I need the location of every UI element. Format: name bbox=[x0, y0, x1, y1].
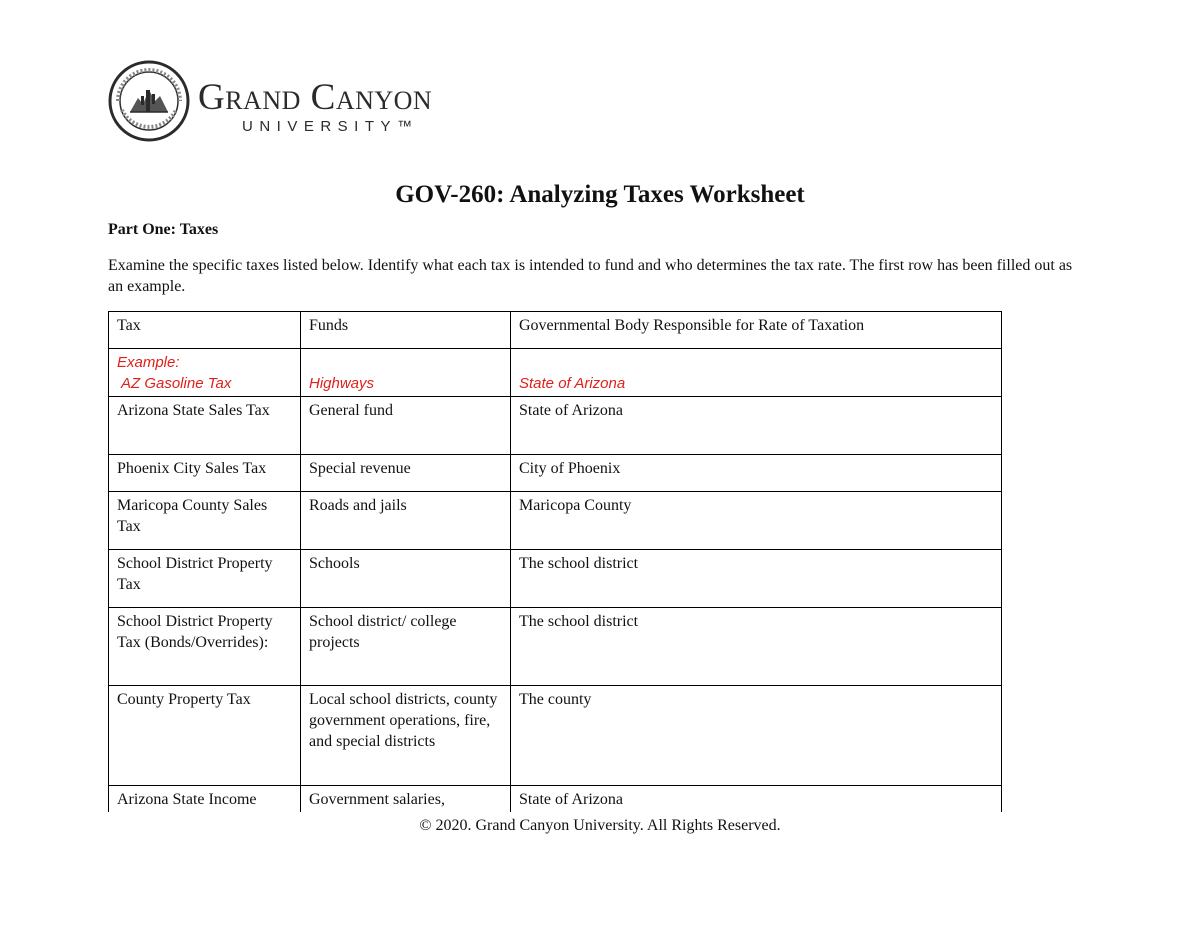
university-seal-icon bbox=[108, 60, 190, 142]
example-label: Example: bbox=[117, 354, 180, 371]
instructions-text: Examine the specific taxes listed below. Identify what each tax is intended to fund and who determines the tax rate. The first row has been filled out as an example. bbox=[108, 257, 1073, 295]
table-row bbox=[109, 686, 1002, 786]
logo-wordmark-university: UNIVERSITY™ bbox=[242, 118, 419, 135]
copyright-footer: © 2020. Grand Canyon University. All Rights Reserved. bbox=[419, 817, 781, 834]
example-tax: AZ Gasoline Tax bbox=[121, 375, 232, 392]
body-cell: The school district bbox=[511, 550, 1002, 608]
funds-cell: General fund bbox=[301, 397, 511, 455]
table-row bbox=[109, 550, 1002, 608]
body-cell: City of Phoenix bbox=[511, 455, 1002, 492]
funds-cell: Special revenue bbox=[301, 455, 511, 492]
funds-cell: Schools bbox=[301, 550, 511, 608]
tax-cell: Maricopa County Sales Tax bbox=[109, 492, 301, 550]
table-row bbox=[109, 608, 1002, 686]
section-heading: Part One: Taxes bbox=[108, 221, 219, 238]
header-cell-funds: Funds bbox=[301, 312, 511, 349]
tax-cell: School District Property Tax (Bonds/Overrides): bbox=[109, 608, 301, 686]
header-cell-body: Governmental Body Responsible for Rate of Taxation bbox=[511, 312, 1002, 349]
table-row bbox=[109, 786, 1002, 813]
example-row bbox=[109, 349, 1002, 397]
body-cell: Maricopa County bbox=[511, 492, 1002, 550]
tax-cell: Arizona State Sales Tax bbox=[109, 397, 301, 455]
example-tax-cell bbox=[109, 349, 301, 397]
tax-table bbox=[108, 311, 1002, 812]
body-cell: The school district bbox=[511, 608, 1002, 686]
tax-cell: Phoenix City Sales Tax bbox=[109, 455, 301, 492]
example-funds-cell bbox=[301, 349, 511, 397]
tax-cell: School District Property Tax bbox=[109, 550, 301, 608]
tax-cell: County Property Tax bbox=[109, 686, 301, 786]
funds-cell: Government salaries, bbox=[301, 786, 511, 813]
funds-cell: Roads and jails bbox=[301, 492, 511, 550]
example-body-cell bbox=[511, 349, 1002, 397]
page-title: GOV-260: Analyzing Taxes Worksheet bbox=[395, 181, 805, 208]
tax-cell: Arizona State Income bbox=[109, 786, 301, 813]
header-cell-tax: Tax bbox=[109, 312, 301, 349]
example-body: State of Arizona bbox=[519, 375, 626, 392]
body-cell: The county bbox=[511, 686, 1002, 786]
table-header-row bbox=[109, 312, 1002, 349]
table-row bbox=[109, 455, 1002, 492]
table-row bbox=[109, 397, 1002, 455]
funds-cell: School district/ college projects bbox=[301, 608, 511, 686]
body-cell: State of Arizona bbox=[511, 397, 1002, 455]
funds-cell: Local school districts, county government operations, fire, and special districts bbox=[301, 686, 511, 786]
body-cell: State of Arizona bbox=[511, 786, 1002, 813]
logo-wordmark-name: Grand Canyon bbox=[198, 77, 433, 118]
university-logo bbox=[108, 60, 488, 142]
table-row bbox=[109, 492, 1002, 550]
example-funds: Highways bbox=[309, 375, 375, 392]
